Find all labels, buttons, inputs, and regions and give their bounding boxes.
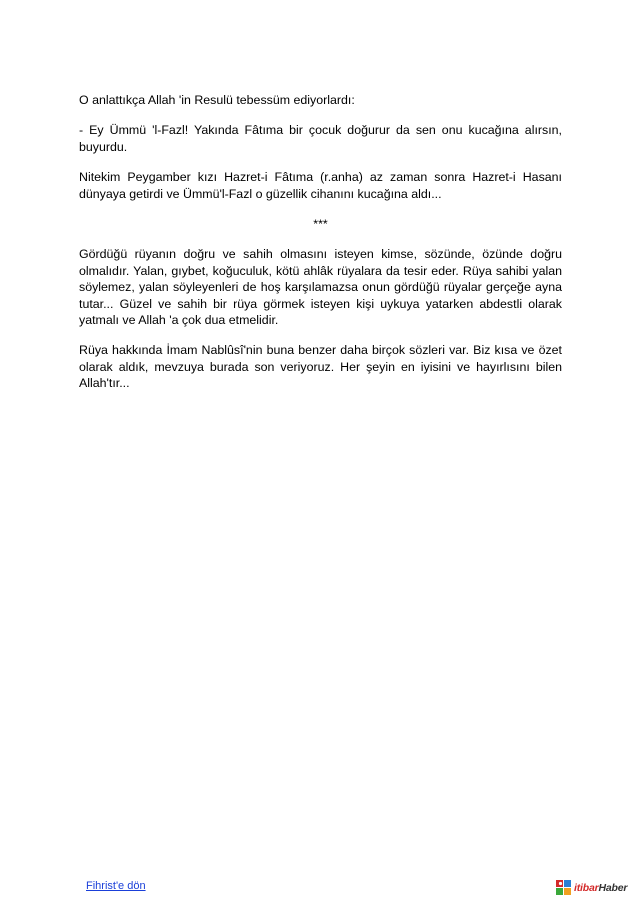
itibarhaber-logo — [556, 879, 627, 897]
section-separator: *** — [313, 217, 328, 232]
paragraph: O anlattıkça Allah 'in Resulü tebessüm ediyorlardı: — [79, 93, 355, 107]
paragraph: Nitekim Peygamber kızı Hazret-i Fâtıma (r.anha) az zaman sonra Hazret-i Hasanı dünyaya getirdi ve Ümmü'l-Fazl o güzellik cihanını kucağına aldı... — [79, 170, 562, 201]
logo-icon — [556, 880, 572, 896]
fihrist-link[interactable]: Fihrist'e dön — [86, 880, 146, 892]
document-body — [79, 92, 562, 406]
paragraph: Gördüğü rüyanın doğru ve sahih olmasını isteyen kimse, sözünde, özünde doğru olmalıdır. Yalan, gıybet, koğuculuk, kötü ahlâk rüyalara da tesir eder. Rüya sahibi yalan söylemez, yalan söyleyenleri de hoş karşılamazsa onun gördüğü rüyalar gerçeğe ayna tutar... Güzel ve sahih bir rüya görmek isteyen kişi uykuya yatarken abdestli olarak yatmalı ve Allah 'a çok dua etmelidir. — [79, 247, 562, 328]
paragraph: Rüya hakkında İmam Nablûsî'nin buna benzer daha birçok sözleri var. Biz kısa ve özet olarak aldık, mevzuya burada son veriyoruz. Her şeyin en iyisini ve hayırlısını bilen Allah'tır... — [79, 343, 562, 391]
paragraph: - Ey Ümmü 'l-Fazl! Yakında Fâtıma bir çocuk doğurur da sen onu kucağına alırsın, buyurdu. — [79, 123, 562, 154]
logo-wordmark: itibarHaber — [574, 882, 628, 894]
